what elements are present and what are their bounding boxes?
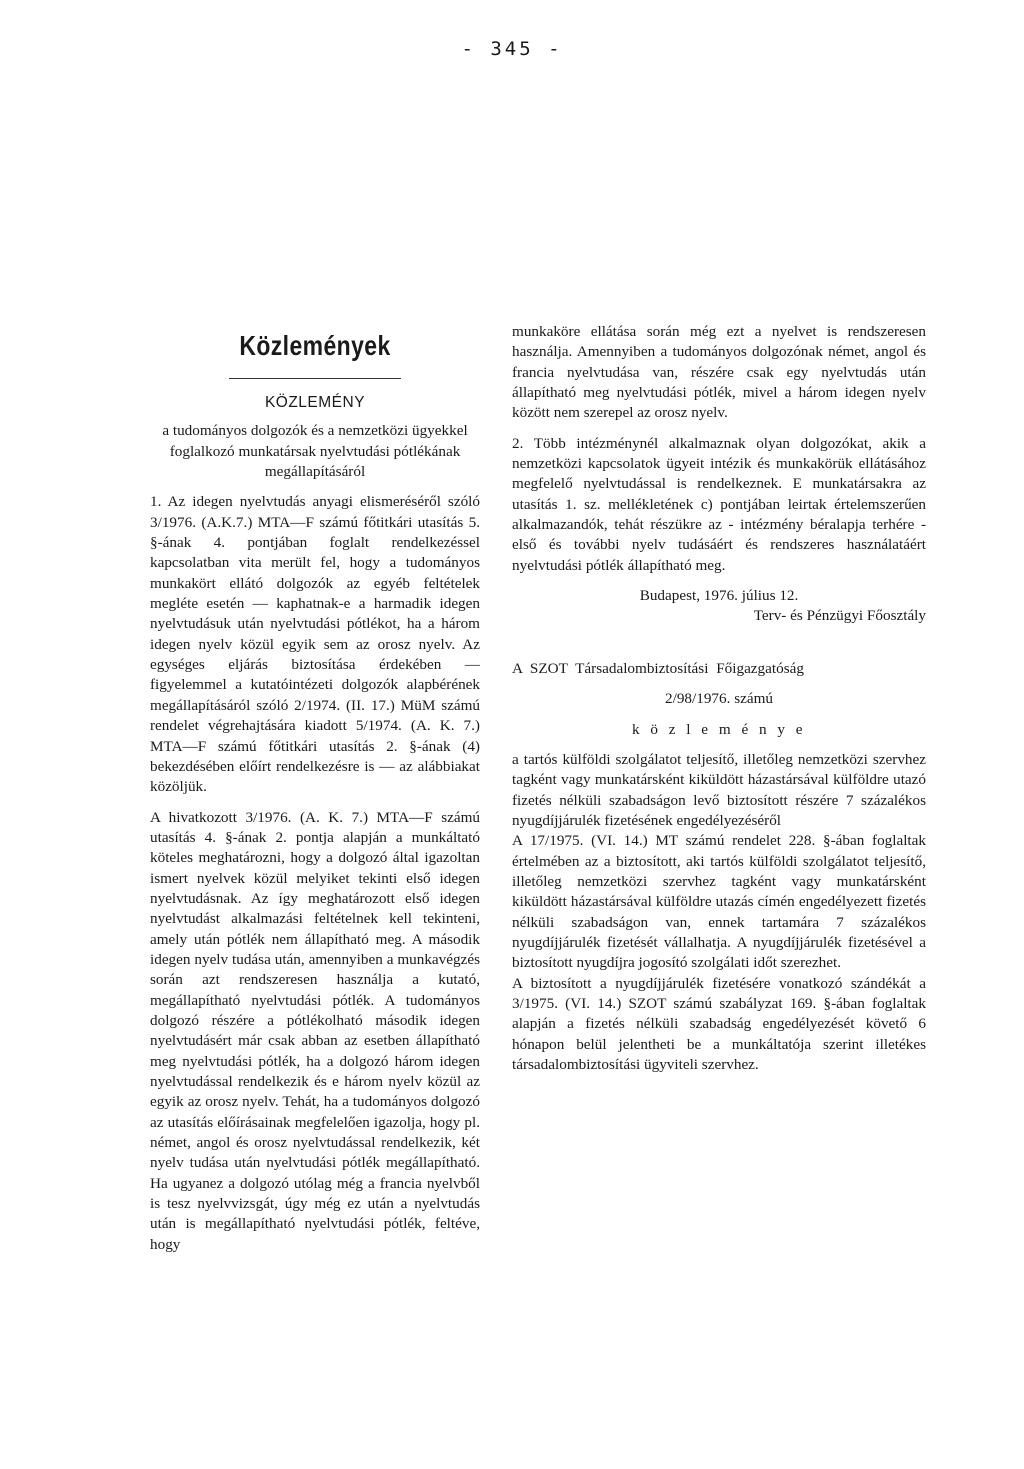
section-masthead: Közlemények [239, 330, 391, 361]
paragraph-continued: munkaköre ellátása során még ezt a nyelvet is rendszeresen használja. Amennyiben a tudományos dolgozónak német, angol és francia nyelvtudása van, részére csak egy nyelvtudás után állapítható meg nyelvtudási pótlék, mivel a három idegen nyelv között nem szerepel az orosz nyelv. [512, 323, 926, 422]
left-column [150, 330, 480, 1255]
signature: Terv- és Pénzügyi Főosztály [753, 607, 926, 625]
kozlemeny-heading: k ö z l e m é n y e [631, 720, 807, 738]
notice-subtitle: a tartós külföldi szolgálatot teljesítő, illetőleg nemzetközi szervhez tagként vagy munkatársként kiküldött házastársával külföldre utazó fizetés nélküli szabadságon levő biztosított részére 7 százalékos nyugdíjjárulék fizetésének engedélyezéséről [512, 750, 926, 829]
paragraph-3: A 17/1975. (VI. 14.) MT számú rendelet 228. §-ában foglaltak értelmében az a biztosított, aki tartós külföldi szolgálatot teljesítő, illetőleg nemzetközi szervhez tagként vagy munkatársként kiküldött házastársával külföldre utazás címén engedélyezett fizetés nélküli szabadságon van, ennek tartamára 7 százalékos nyugdíjjárulék fizetését vállalhatja. A nyugdíjjárulék fizetésével a biztosított nyugdíjra jogosító szolgálati időt szerezhet. [512, 832, 926, 972]
announcement-heading: KÖZLEMÉNY [264, 394, 366, 411]
paragraph-2: A hivatkozott 3/1976. (A. K. 7.) MTA—F számú utasítás 4. §-ának 2. pontja alapján a munkáltató köteles meghatározni, hogy a dolgozó által igazoltan ismert nyelvek közül melyiket tekinti első idegen nyelvtudásnak. Az így meghatározott első idegen nyelvtudást alkalmazási feltételnek kell tekinteni, amely után pótlék nem állapítható meg. A második idegen nyelv tudása után, amennyiben a munkavégzés során azt rendszeresen használja a kutató, megállapítható nyelvtudási pótlék. A tudományos dolgozó részére a pótlékolható második idegen nyelvtudásért már csak abban az esetben állapítható meg nyelvtudási pótlék, ha a dolgozó három idegen nyelvtudással rendelkezik és e három nyelv közül az egyik az orosz nyelv. Tehát, ha a tudományos dolgozó az utasítás előírásainak megfelelően igazolja, hogy pl. német, angol és orosz nyelvtudással rendelkezik, két nyelv tudása után nyelvtudási pótlék megállapítható. Ha ugyanez a dolgozó utólag még a francia nyelvből is tesz nyelvvizsgát, úgy még ez után a nyelvtudás után is megállapítható nyelvtudási pótlék, feltéve, hogy [150, 808, 480, 1253]
document-number: 2/98/1976. számú [665, 690, 773, 708]
announcement-subtitle: a tudományos dolgozók és a nemzetközi ügyekkel foglalkozó munkatársak nyelvtudási pótlékának megállapításáról [162, 422, 468, 481]
place-date: Budapest, 1976. július 12. [639, 587, 799, 605]
paragraph-1: 1. Az idegen nyelvtudás anyagi elismeréséről szóló 3/1976. (A.K.7.) MTA—F számú főtitkári utasítás 5. §-ának 4. pontjában foglalt rendelkezéssel kapcsolatban vita merült fel, hogy a tudományos munkakört ellátó dolgozók az egyéb feltételek megléte esetén — kaphatnak-e a harmadik idegen nyelvtudásuk után nyelvtudási pótlékot, ha a három idegen nyelv közül egyik sem az orosz nyelv. Az egységes eljárás biztosítása érdekében — figyelemmel a kutatóintézeti dolgozók alapbérének megállapításáról szóló 2/1974. (II. 17.) MüM számú rendelet végrehajtására kiadott 5/1974. (A. K. 7.) MTA—F számú főtitkári utasítás 2. §-ának (4) bekezdésében előírt rendelkezésre is — az alábbiakat közöljük. [150, 493, 480, 796]
organization-heading: A SZOT Társadalombiztosítási Főigazgatóság [512, 659, 804, 677]
paragraph-point-2: 2. Több intézménynél alkalmaznak olyan dolgozókat, akik a nemzetközi kapcsolatok ügyeit intézik és munkakörük ellátásához megfelelő nyelvtudással is rendelkeznek. E munkatársakra az utasítás 1. sz. mellékletének c) pontjában leirtak értelemszerűen alkalmazandók, tehát részükre az - intézmény béralapja terhére - első és további nyelv tudásáért és rendszeres használatáért nyelvtudási pótlék állapítható meg. [512, 434, 926, 574]
paragraph-4: A biztosított a nyugdíjjárulék fizetésére vonatkozó szándékát a 3/1975. (VI. 14.) SZOT számú szabályzat 169. §-ában foglaltak alapján a fizetés nélküli szabadság engedélyezését követő 6 hónapon belül jelentheti be a munkáltatója szerint illetékes társadalombiztosítási ügyviteli szervhez. [512, 974, 926, 1073]
masthead-rule [229, 378, 401, 379]
page-number: - 345 - [461, 38, 563, 60]
right-column [512, 322, 926, 1075]
